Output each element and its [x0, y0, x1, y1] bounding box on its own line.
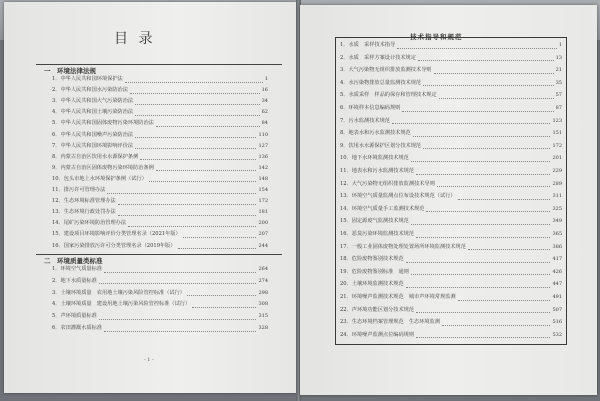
toc-entry-title: 11．排污许可管理办法 [52, 187, 106, 193]
toc-entry [340, 65, 562, 75]
toc-entry [340, 78, 562, 88]
toc-entry [52, 96, 268, 106]
dot-leader [125, 76, 263, 83]
guidelines-title: 技术指导和规范 [410, 33, 463, 41]
dot-leader [135, 109, 260, 116]
toc-entry-title: 4．土壤环境质量 建设用地土壤污染风险管控标准（试行） [52, 301, 191, 308]
toc-entry-page: 491 [552, 294, 562, 300]
toc-entry-page: 298 [258, 289, 268, 296]
toc-entry [340, 116, 562, 126]
toc-entry-title: 8．地表水和污水监测技术规范 [340, 130, 411, 137]
toc-entry [340, 216, 562, 226]
dot-leader [104, 266, 256, 273]
toc-entry-page: 57 [555, 92, 562, 99]
toc-entry-page: 365 [552, 231, 562, 237]
dot-leader [135, 131, 256, 138]
dot-leader [183, 231, 257, 238]
dot-leader [128, 220, 256, 227]
toc-entry-title: 14．尾矿污染环境防治管理办法 [52, 220, 127, 227]
toc-entry [52, 74, 268, 84]
toc-entry-title: 6．农田灌溉水质标准 [52, 325, 102, 331]
toc-entry [340, 317, 562, 327]
toc-entry-title: 6．环境样本信息编码规则 [340, 105, 401, 111]
toc-entry-page: 127 [258, 142, 268, 149]
toc-entry [340, 191, 562, 201]
dot-leader [118, 209, 257, 216]
toc-entry-title: 16．恶臭污染环境监测技术规范 [340, 231, 415, 237]
dot-leader [402, 105, 553, 112]
dot-leader [104, 325, 256, 332]
toc-entry-title: 15．固定源废气监测技术规范 [340, 218, 409, 225]
toc-entry [52, 141, 268, 151]
toc-entry-title: 13．环境空气质量监测点位布设技术规范（试行） [340, 193, 456, 200]
toc-entry-page: 244 [258, 242, 268, 249]
toc-entry-title: 1．环境空气质量标准 [52, 266, 102, 272]
toc-entry [340, 90, 562, 100]
dot-leader [99, 277, 257, 284]
toc-entry [340, 128, 562, 138]
toc-entry-page: 201 [552, 155, 562, 162]
toc-entry-page: 417 [552, 256, 562, 263]
dot-leader [178, 242, 257, 249]
toc-entry-title: 2．地下水质量标准 [52, 277, 97, 284]
toc-entry-page: 308 [258, 301, 268, 308]
toc-entry [340, 229, 562, 239]
toc-entry-page: 87 [555, 105, 562, 111]
toc-entry-page: 62 [261, 109, 268, 116]
toc-entry-page: 1 [264, 76, 268, 82]
toc-entry-title: 10．地下水环境监测技术规范 [340, 155, 409, 162]
section-divider [36, 64, 282, 65]
toc-entry [340, 279, 562, 289]
toc-entry-title: 7．中华人民共和国环境影响评价法 [52, 142, 134, 149]
toc-entry-title: 23．生态环境档案管理规范 生态环境监测 [340, 319, 440, 326]
toc-entry-page: 142 [258, 164, 268, 171]
toc-entry-title: 11．地表水和污水监测技术规范 [340, 168, 415, 174]
toc-entry-page: 181 [258, 209, 268, 216]
toc-entry-title: 1．水质 采样技术指导 [340, 42, 396, 48]
toc-entry-title: 19．危险废物鉴别标准 通则 [340, 268, 409, 275]
toc-entry-title: 6．中华人民共和国噪声污染防治法 [52, 131, 134, 138]
dot-leader [99, 313, 257, 320]
toc-entry [52, 85, 268, 95]
toc-entry-title: 24．环境噪声监测点位编码规则 [340, 331, 415, 338]
dot-leader [416, 331, 550, 338]
dot-leader [156, 164, 257, 171]
toc-entry [340, 330, 562, 340]
dot-leader [107, 187, 256, 194]
toc-entry-title: 12．大气污染物无组织排放监测技术导则 [340, 180, 435, 187]
toc-entry-page: 328 [258, 325, 268, 331]
toc-entry-page: 229 [552, 168, 562, 174]
dot-leader [416, 231, 550, 238]
toc-entry-page: 325 [552, 205, 562, 212]
toc-entry-page: 148 [258, 175, 268, 182]
toc-entry [340, 53, 562, 63]
toc-entry [340, 40, 562, 50]
toc-entry-title: 3．大气污染物无组织排放监测技术导则 [340, 67, 432, 74]
toc-entry [52, 323, 268, 333]
toc-entry-page: 110 [258, 131, 268, 138]
toc-entry [340, 141, 562, 151]
toc-entry-title: 2．中华人民共和国水污染防治法 [52, 87, 128, 94]
toc-entry-page: 507 [552, 306, 562, 313]
dot-leader [392, 117, 550, 124]
toc-entry-page: 349 [552, 218, 562, 225]
toc-entry [52, 207, 268, 217]
toc-entry-page: 386 [552, 243, 562, 250]
toc-entry-title: 10．包头市地上水环境保护条例（试行） [52, 175, 147, 182]
dot-leader [156, 120, 260, 127]
toc-entry [340, 204, 562, 214]
toc-entry-title: 15．建设项目环境影响评价分类管理名录（2021年版） [52, 231, 181, 238]
toc-entry [52, 196, 268, 206]
toc-entry-title: 17．一般工业固体废物处理处置场所环境监测技术规范 [340, 243, 466, 250]
toc-entry-title: 5．中华人民共和国固体废物污染环境防治法 [52, 120, 154, 127]
toc-entry-page: 21 [555, 67, 562, 74]
dot-leader [135, 98, 260, 105]
toc-entry-title: 5．声环境质量标准 [52, 313, 97, 320]
toc-entry [340, 242, 562, 252]
toc-entry [52, 163, 268, 173]
toc-entry-page: 35 [555, 79, 562, 86]
dot-leader [192, 301, 256, 308]
toc-entry [340, 166, 562, 176]
toc-entry-page: 151 [552, 130, 562, 137]
toc-entry-page: 34 [261, 98, 268, 105]
toc-entry-page: 1 [558, 42, 562, 48]
toc-entry-title: 4．水污染物排放总量监测技术规范 [340, 79, 422, 86]
toc-entry-title: 13．生态环境行政处罚办法 [52, 209, 116, 216]
dot-leader [458, 193, 551, 200]
dot-leader [140, 153, 256, 160]
toc-title: 目 录 [114, 31, 156, 47]
toc-entry-page: 311 [552, 193, 562, 200]
toc-entry [52, 185, 268, 195]
toc-entry [52, 130, 268, 140]
dot-leader [434, 67, 554, 74]
toc-entry [52, 107, 268, 117]
toc-entry-title: 22．声环境功能区划分技术规范 [340, 306, 415, 313]
dot-leader [439, 92, 554, 99]
dot-leader [135, 142, 256, 149]
toc-entry-page: 532 [552, 331, 562, 338]
toc-entry-title: 3．中华人民共和国大气污染防治法 [52, 98, 134, 105]
toc-entry-title: 16．国家污染排放污许可分类管理名录（2019年版） [52, 242, 176, 249]
toc-entry-page: 136 [258, 153, 268, 160]
toc-entry-page: 13 [555, 54, 562, 61]
dot-leader [413, 130, 551, 137]
toc-entry-title: 20．土壤环境监测技术规范 [340, 281, 404, 288]
dot-leader [397, 42, 557, 49]
toc-entry-title: 9．饮用水水源保护区划分技术规范 [340, 142, 422, 149]
toc-entry [52, 118, 268, 128]
dot-leader [406, 281, 551, 288]
toc-entry [52, 218, 268, 228]
toc-entry-page: 274 [258, 277, 268, 284]
toc-entry-title: 14．环境空气质量手工监测技术规范 [340, 205, 425, 212]
toc-entry [340, 153, 562, 163]
toc-entry-title: 21．环境噪声监测技术规范 城市声环境常规监测 [340, 294, 456, 300]
dot-leader [426, 205, 550, 212]
dot-leader [118, 198, 257, 205]
toc-entry-page: 289 [552, 180, 562, 187]
dot-leader [406, 256, 551, 263]
toc-entry [340, 179, 562, 189]
dot-leader [423, 79, 554, 86]
toc-entry [52, 299, 268, 309]
toc-entry-page: 84 [261, 120, 268, 127]
toc-entry-title: 4．中华人民共和国土壤污染防治法 [52, 109, 134, 116]
toc-entry [52, 174, 268, 184]
toc-entry [52, 311, 268, 321]
dot-leader [437, 180, 551, 187]
dot-leader [442, 319, 550, 326]
dot-leader [187, 289, 256, 296]
toc-entry [52, 241, 268, 251]
dot-leader [416, 168, 550, 175]
toc-entry-title: 2．水质 采样方案设计技术规定 [340, 54, 416, 61]
toc-entry-page: 172 [552, 142, 562, 149]
dot-leader [149, 175, 257, 182]
toc-entry [52, 229, 268, 239]
toc-entry-title: 8．内蒙古自治区饮用水水源保护条例 [52, 153, 139, 160]
toc-entry-title: 1．中华人民共和国环境保护法 [52, 76, 123, 82]
toc-entry-page: 200 [258, 220, 268, 227]
page-number: - 1 - [144, 357, 154, 363]
toc-entry-title: 7．污水监测技术规范 [340, 117, 390, 124]
toc-entry [340, 305, 562, 315]
left-page [4, 2, 297, 393]
toc-entry-page: 16 [261, 87, 268, 94]
toc-entry [52, 276, 268, 286]
toc-entry-page: 426 [552, 268, 562, 275]
toc-entry-page: 172 [258, 198, 268, 205]
dot-leader [416, 306, 550, 313]
toc-entry [52, 288, 268, 298]
dot-leader [411, 218, 551, 225]
section-heading-laws: 一 环境法律法规 [44, 67, 96, 75]
toc-entry [340, 254, 562, 264]
toc-entry-title: 12．生态环境标准管理办法 [52, 198, 116, 205]
toc-entry-page: 264 [258, 266, 268, 272]
toc-entry-title: 3．土壤环境质量 农用地土壤污染风险管控标准（试行） [52, 289, 185, 296]
toc-entry [52, 264, 268, 274]
dot-leader [411, 155, 551, 162]
section-heading-standards: 二 环境质量类标准 [44, 257, 103, 265]
toc-entry-title: 18．危险废物鉴别技术规范 [340, 256, 404, 263]
dot-leader [458, 294, 551, 301]
toc-entry [52, 152, 268, 162]
toc-entry [340, 267, 562, 277]
toc-entry-page: 315 [258, 313, 268, 320]
toc-entry [340, 103, 562, 113]
toc-entry-page: 516 [552, 319, 562, 326]
dot-leader [418, 54, 554, 61]
toc-entry-page: 447 [552, 281, 562, 288]
toc-entry-page: 154 [258, 187, 268, 193]
toc-entry-page: 207 [258, 231, 268, 238]
toc-entry-page: 123 [552, 117, 562, 124]
dot-leader [423, 142, 550, 149]
toc-entry-title: 9．内蒙古自治区固体废物污染环境防治条例 [52, 164, 154, 171]
dot-leader [411, 268, 551, 275]
toc-entry [340, 292, 562, 302]
dot-leader [130, 87, 260, 94]
dot-leader [468, 243, 551, 250]
toc-entry-title: 5．水质采样 样品的保存和管理技术规定 [340, 92, 437, 99]
section-divider [36, 254, 282, 255]
